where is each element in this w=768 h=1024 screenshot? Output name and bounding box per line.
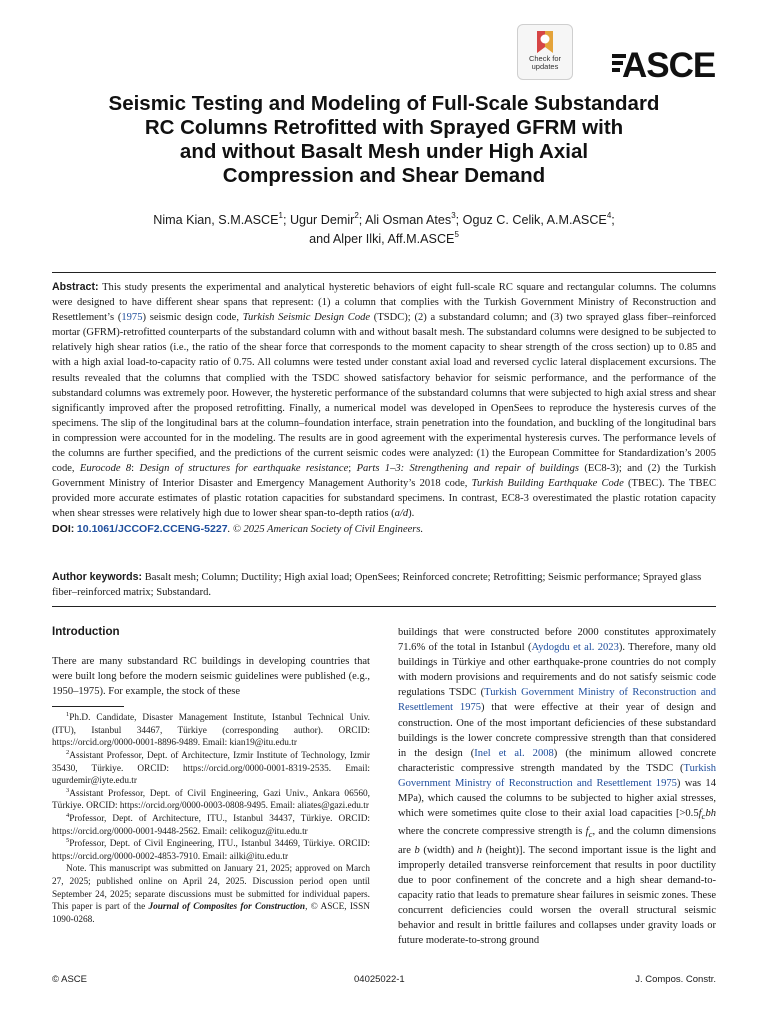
body-text: where the concrete compressive strength is <box>398 826 586 838</box>
abstract-ec8-parts: Parts 1–3: Strengthening and repair of buildings <box>356 463 579 475</box>
asce-logo <box>612 40 720 84</box>
asce-logo-text: ASCE <box>622 46 716 84</box>
body-text: ). Therefore, many old buildings in Türkiye and other earthquake-prone countries do not comply with modern provisions and requirements and do not satisfy seismic code regulations TSDC ( <box>398 642 716 699</box>
author-2-affil: 2 <box>354 211 359 220</box>
footnote-1 <box>52 712 370 750</box>
title-line-4: Compression and Shear Demand <box>222 164 546 187</box>
footnote-rule <box>52 706 124 707</box>
paper-title <box>40 92 728 188</box>
ref-turkish-ministry-1975-b[interactable]: Turkish Government Ministry of Reconstruction and Resettlement 1975 <box>398 762 716 789</box>
footnote-5 <box>52 838 370 863</box>
body-text: ) (the minimum allowed concrete characteristic compressive strength mandated by the TSDC ( <box>398 747 716 774</box>
abstract-top-rule <box>52 272 716 273</box>
abstract-text: This study presents the experimental and analytical hysteretic behaviors of eight full-scale RC square and rectangular columns. The columns were designed to have different shear spans that represent: (1) a column that complies with the Turkish Government Ministry of Reconstruction and Resettlement’s ( <box>52 282 716 324</box>
author-5: and Alper Ilki, Aff.M.ASCE <box>309 232 455 246</box>
author-4-affil: 4 <box>606 211 612 220</box>
var-h: h <box>476 844 483 856</box>
right-column <box>398 625 716 948</box>
ref-aydogdu-2023[interactable]: Aydogdu et al. 2023 <box>531 642 619 654</box>
abstract-tbec: Turkish Building Earthquake Code <box>471 478 624 490</box>
footnote-2-num: 2 <box>66 749 70 757</box>
footnote-4-text: Professor, Dept. of Architecture, ITU., Istanbul 34437, Türkiye. ORCID: https://orcid.org/0000-0001-9448-2562. Email: celikoguz@itu.edu.tr <box>52 814 370 837</box>
note-text: Note. This manuscript was submitted on January 21, 2025; approved on March 27, 2025; published online on April 24, 2025. Discussion period open until September 24, 2025; separate discussions must be submitted for individual papers. This paper is part of the <box>52 864 370 913</box>
title-line-3: and without Basalt Mesh under High Axial <box>179 140 589 163</box>
var-c: c <box>588 829 593 840</box>
footnote-4-num: 4 <box>66 812 70 820</box>
body-text: ) that were effective at their year of design and construction. One of the most important deficiencies of these substandard buildings is the lower concrete compressive strength than that considered in the design ( <box>398 702 716 759</box>
var-c: c <box>701 811 706 822</box>
abstract-text: (EC8-3); and (2) the Turkish Government Ministry of Interior Disaster and Emergency Management Authority’s 2018 code, <box>52 463 716 490</box>
keywords-label: Author keywords: <box>52 571 143 583</box>
abstract <box>52 280 716 537</box>
abstract-ec8: Eurocode 8 <box>79 463 132 475</box>
body-text: (width) and <box>419 844 477 856</box>
author-1-affil: 1 <box>278 211 283 220</box>
footnote-5-num: 5 <box>66 837 70 845</box>
footer-journal: J. Compos. Constr. <box>635 974 716 985</box>
footnote-1-text: Ph.D. Candidate, Disaster Management Institute, Istanbul Technical Univ. (ITU), Istanbul 34467, Türkiye (corresponding author). ORCID: https://orcid.org/0000-0001-8896-9489. Email: kian19@itu.edu.tr <box>52 713 370 749</box>
author-4: Oguz C. Celik, A.M.ASCE <box>462 213 607 227</box>
author-1: Nima Kian, S.M.ASCE <box>153 213 279 227</box>
footnote-3-num: 3 <box>66 786 70 794</box>
footnote-2-text: Assistant Professor, Dept. of Architecture, Izmir Institute of Technology, Izmir 35430, Türkiye. ORCID: https://orcid.org/0000-0001-8319-2535. Email: ugurdemir@iyte.edu.tr <box>52 751 370 787</box>
var-f: f <box>698 808 702 820</box>
footer-page-id: 04025022-1 <box>354 974 405 985</box>
title-line-1: Seismic Testing and Modeling of Full-Scale Substandard <box>108 92 660 115</box>
bookmark-icon <box>534 29 556 55</box>
badge-line1: Check for <box>528 54 562 63</box>
author-3-affil: 3 <box>451 211 456 220</box>
abstract-ref-1975[interactable]: 1975 <box>121 312 143 324</box>
left-column <box>52 625 370 926</box>
note-text-end: , © ASCE, ISSN 1090-0268. <box>52 902 370 925</box>
footnote-3 <box>52 788 370 813</box>
footnote-2 <box>52 750 370 788</box>
author-keywords <box>52 570 716 600</box>
var-f: f <box>585 826 589 838</box>
author-2: Ugur Demir <box>289 213 355 227</box>
abstract-tsdc: Turkish Seismic Design Code <box>242 312 371 324</box>
doi-label: DOI: <box>52 522 75 535</box>
var-bh: bh <box>705 808 716 820</box>
journal-name: Journal of Composites for Construction <box>148 902 306 913</box>
footnote-1-num: 1 <box>66 711 70 719</box>
body-text: (height)]. The second important issue is the light and improperly detailed transverse reinforcement that results in poor ductility due to poor confinement of the concrete and a high shear demand-to-capacity ratio that leads to premature shear failures in seismic zones. These concurrent deficiencies could worsen the overall structural seismic behavior and result in brittle failures and collapses under gravity loads or future moderate-to-strong ground <box>398 844 716 947</box>
abstract-text: ). <box>408 508 415 520</box>
ref-turkish-ministry-1975[interactable]: Turkish Government Ministry of Reconstruction and Resettlement 1975 <box>398 687 717 714</box>
abstract-label: Abstract: <box>52 281 99 293</box>
footnote-4 <box>52 813 370 838</box>
ref-inel-2008[interactable]: Inel et al. 2008 <box>474 747 554 759</box>
doi-link[interactable]: 10.1061/JCCOF2.CCENG-5227 <box>76 522 228 535</box>
author-5-affil: 5 <box>454 230 459 239</box>
introduction-heading: Introduction <box>52 625 120 638</box>
manuscript-note <box>52 863 370 926</box>
abstract-ec8-title: Design of structures for earthquake resistance <box>139 463 349 475</box>
author-list: Nima Kian, S.M.ASCE$^1$; Ugur Demir$^2$; Ali Osman Ates$^3$; Oguz C. Celik, A.M.ASCE$^4$; and Alper Ilki, Aff.M.ASCE$^5$ <box>153 211 615 246</box>
copyright-line: . © 2025 American Society of Civil Engineers. <box>227 523 424 535</box>
footnote-3-text: Assistant Professor, Dept. of Civil Engineering, Gazi Univ., Ankara 06560, Türkiye. ORCID: https://orcid.org/0000-0003-0808-9495. Email: aliates@gazi.edu.tr <box>52 788 370 812</box>
title-line-2: RC Columns Retrofitted with Sprayed GFRM with <box>144 116 624 139</box>
badge-line2: updates <box>531 62 559 71</box>
keywords-text: Basalt mesh; Column; Ductility; High axial load; OpenSees; Reinforced concrete; Retrofitting; Seismic performance; Sprayed glass fiber–reinforced matrix; Substandard. <box>52 572 702 599</box>
check-for-updates-badge[interactable] <box>517 24 573 80</box>
intro-paragraph: There are many substandard RC buildings in developing countries that were built long before the modern seismic guidelines were published (e.g., 1950–1975). For example, the stock of these <box>52 656 370 698</box>
abstract-ad: a/d <box>394 508 409 520</box>
body-text: ) was 14 MPa), which caused the columns to be subjected to higher axial stresses, which were sometimes quite close to their axial load capacities [>0.5 <box>398 777 716 820</box>
abstract-text: ) seismic design code, <box>142 312 243 324</box>
abstract-text: : <box>131 463 140 475</box>
body-text: buildings that were constructed before 2000 constitutes approximately 71.6% of the total in Istanbul ( <box>398 627 716 654</box>
keywords-bottom-rule <box>52 606 716 607</box>
body-text: , and the column dimensions are <box>398 826 716 856</box>
abstract-text: ; <box>348 463 357 475</box>
abstract-text: (TSDC); (2) a substandard column; and (3) two sprayed glass fiber–reinforced mortar (GFRM)-retrofitted counterparts of the substandard column with and without basalt mesh. The substandard columns were designed to be subjected to relatively high shear ratios (i.e., the ratio of the shear force that corresponds to the moment capacity to shear strength of the cross section) up to 0.85 and with a high axial load-to-capacity ratio of 0.75. All columns were tested under constant axial load and reversed cyclic lateral displacement excursions. The results revealed that the columns that complied with the TSDC showed satisfactory behavior for seismic performance, and the performance of the substandard columns was extremely poor. However, the hysteretic performance of the substandard columns that were subjected to high axial stress and shear significantly improved after the proposed retrofitting. Finally, a numerical model was developed in OpenSees to reproduce the hysteresis curves of the specimens. The slip of the longitudinal bars at the column–foundation interface, strain penetration into the foundation, and buckling of the longitudinal bars in compression were accounted for in the modeling. The results are in good agreement with the experimental hysteresis curves. The performance levels of the columns are further specified, and the predictions of the current seismic codes were analyzed: (1) the European Committee for Standardization’s 2005 code, <box>52 312 717 475</box>
var-b: b <box>414 844 420 856</box>
footnote-5-text: Professor, Dept. of Civil Engineering, ITU., Istanbul 34469, Türkiye. ORCID: https://orcid.org/0000-0002-4853-7910. Email: ailki@itu.edu.tr <box>52 839 370 862</box>
footer-left: © ASCE <box>52 974 87 985</box>
abstract-text: (TBEC). The TBEC provided more accurate estimates of plastic rotation capacities for substandard specimens. In contrast, EC8-3 overestimated the plastic rotation capacity when shear stresses were relatively high due to lower shear span-to-depth ratios ( <box>52 478 717 520</box>
author-3: Ali Osman Ates <box>365 213 452 227</box>
